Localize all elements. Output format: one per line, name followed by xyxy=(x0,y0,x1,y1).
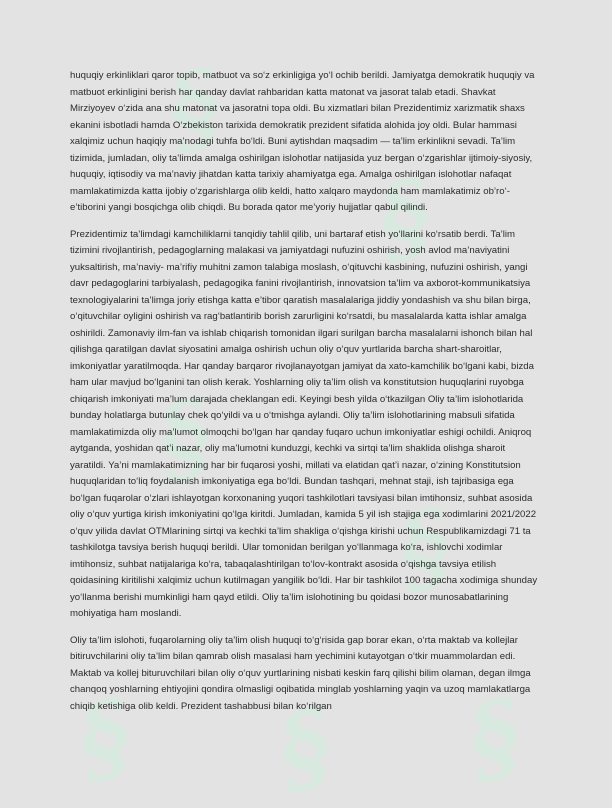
watermark-mark: § xyxy=(68,677,142,798)
watermark-mark: § xyxy=(158,47,232,168)
watermark-mark: § xyxy=(458,677,532,798)
document-page xyxy=(70,68,542,725)
watermark-mark: § xyxy=(268,687,342,808)
paragraph-3: Oliy ta’lim islohoti, fuqarolarning oliy ta’lim olish huquqi to‘g‘risida gap borar ekan, o‘rta maktab va kollejlar bitiruvchilarini oliy ta’lim bilan qamrab olish masalasi ham yechimini kutayotgan o‘tkir muammolardan edi. Maktab va kollej bituruvchilari bilan oliy o‘quv yurtlarining nisbati keskin farq qilishi bilim olaman, degan ilmga chanqoq yoshlarning ehtiyojini qondira olmasligi oqibatida minglab yoshlarning yaqin va uzoq mamlakatlarga chiqib ketishiga olib keldi. Prezident tashabbusi bilan ko‘rilgan xyxy=(70,634,531,712)
watermark-mark: § xyxy=(148,377,222,498)
paragraph-1: huquqiy erkinliklari qaror topib, matbuot va so‘z erkinligiga yo‘l ochib berildi. Jamiyatga demokratik huquqiy va matbuot erkinligini berish har qanday davlat rahbaridan katta matonat va jasorat talab etadi. Shavkat Mirziyoyev o‘zida ana shu matonat va jasoratni topa oldi. Bu xizmatlari bilan Prezidentimiz xarizmatik shaxs ekanini isbotladi hamda O‘zbekiston tarixida demokratik prezident sifatida alohida joy oldi. Bular hammasi xalqimiz uchun haqiqiy ma’nodagi tuhfa bo‘ldi. Buni aytishdan maqsadim — ta’lim erkinlikni sevadi. Ta’lim tizimida, jumladan, oliy ta’limda amalga oshirilgan islohotlar natijasida yuz bergan o‘zgarishlar ijtimoiy-siyosiy, huquqiy, iqtisodiy va ma’naviy jihatdan katta tarixiy ahamiyatga ega. Amalga oshirilgan islohotlar nafaqat mamlakatimizda katta ijobiy o‘zgarishlarga olib keldi, hatto xalqaro maydonda ham mamlakatimiz ob’ro‘-e’tiborini yangi bosqichga olib chiqdi. Bu borada qator me’yoriy hujjatlar qabul qilindi. xyxy=(70,70,535,213)
watermark-mark: § xyxy=(388,487,462,608)
paragraph-2: Prezidentimiz ta’limdagi kamchiliklarni tanqidiy tahlil qilib, uni bartaraf etish yo‘llarini ko‘rsatib berdi. Ta’lim tizimini rivojlantirish, pedagoglarning malakasi va jamiyatdagi nufuzini oshirish, yosh avlod ma’naviyatini yuksaltirish, ma’naviy- ma’rifiy muhitni zamon talabiga moslash, o‘qituvchi kasbining, nufuzini oshirish, yangi davr pedagoglarini tarbiyalash, pedagogika fanini rivojlantirish, innovatsion ta’lim va axborot-kommunikatsiya texnologiyalarini ta’limga joriy etishga katta e’tibor qaratish masalalariga jiddiy yondashish va shu bilan birga, o‘qituvchilar oyligini oshirish va rag‘batlantirib borish zarurligini ko‘rsatdi, bu masalalarda katta ishlar amalga oshirildi. Zamonaviy ilm-fan va ishlab chiqarish tomonidan ilgari surilgan barcha masalalarni ishonch bilan hal qilishga qaratilgan davlat siyosatini amalga oshirish uchun oliy o‘quv yurtlarida barcha shart-sharoitlar, imkoniyatlar yaratilmoqda. Har qanday barqaror rivojlanayotgan jamiyat da xato-kamchilik bo‘lgani kabi, bizda ham ular mavjud bo‘lganini tan olish kerak. Yoshlarning oliy ta’lim olish va konstitutsion huquqlarini ruyobga chiqarish imkoniyati ma’lum darajada cheklangan edi. Keyingi besh yilda o‘tkazilgan Oliy ta’lim islohotlarida bunday holatlarga butunlay chek qo‘yildi va u o‘tmishga aylandi. Oliy ta’lim islohotlarining mabsuli sifatida mamlakatimizda oliy ma’lumot olmoqchi bo‘lgan har qanday fuqaro uchun imkoniyatlar eshigi ochildi. Aniqroq aytganda, yoshidan qat’i nazar, oliy ma’lumotni kunduzgi, kechki va sirtqi ta’lim shaklida olishga sharoit yaratildi. Ya’ni mamlakatimizning har bir fuqarosi yoshi, millati va elatidan qat’i nazar, o‘zining Konstitutsion huquqlaridan to‘liq foydalanish imkoniyatiga ega bo‘ldi. Bundan tashqari, mehnat staji, ish tajribasiga ega bo‘lgan fuqarolar o‘zlari ishlayotgan korxonaning yuqori tashkilotlari tavsiyasi bilan imtihonsiz, suhbat asosida oliy o‘quv yurtiga kirish imkoniyatini qo‘lga kiritdi. Jumladan, kamida 5 yil ish stajiga ega xodimlarini 2021/2022 o‘quv yilida davlat OTMlarining sirtqi va kechki ta’lim shakliga o‘qishga kirishi uchun Respublikamizdagi 71 ta tashkilotga tavsiya berish huquqi berildi. Ular tomonidan berilgan yo‘llanmaga ko‘ra, ishlovchi xodimlar imtihonsiz, suhbat natijalariga ko‘ra, tabaqalashtirilgan to‘lov-kontrakt asosida o‘qishga tavsiya etilish qoidasining kiritilishi xalqimiz uchun kutilmagan yangilik bo‘ldi. Har bir tashkilot 100 tagacha xodimiga shunday yo‘llanma berishi mumkinligi ham qayd etildi. Oliy ta’lim islohotining bu qoidasi bozor munosabatlarining mohiyatiga ham moslandi. xyxy=(70,228,538,619)
watermark-mark: § xyxy=(368,157,442,278)
